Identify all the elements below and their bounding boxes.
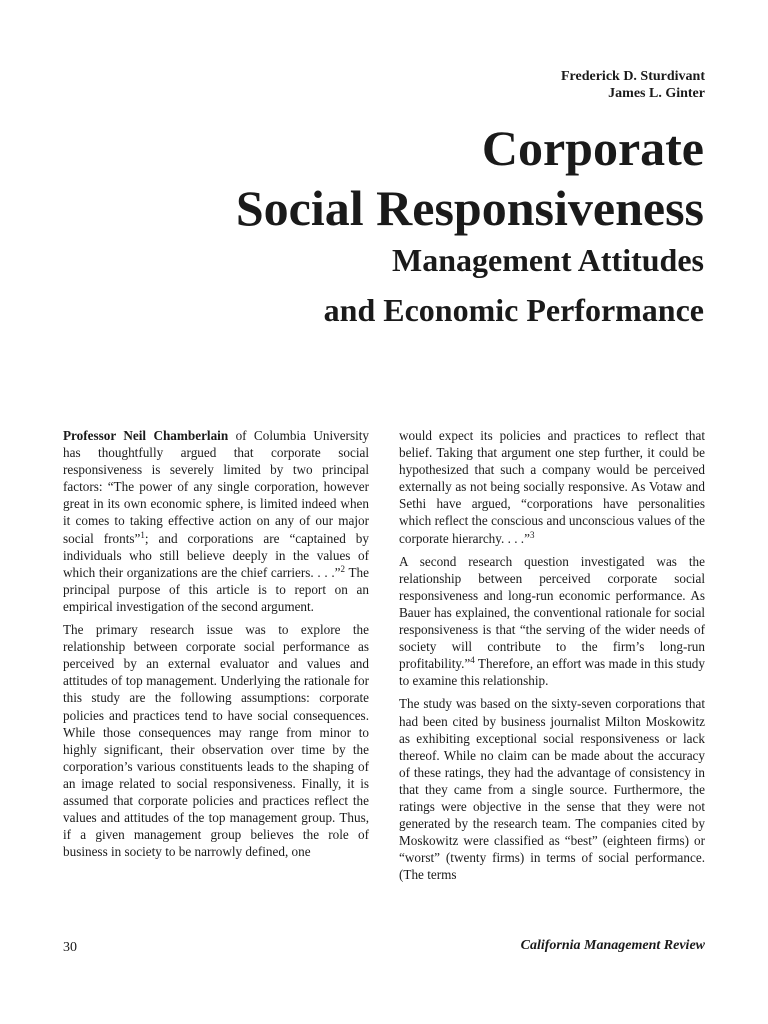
author-block xyxy=(561,68,705,102)
article-subtitle-line: and Economic Performance xyxy=(323,292,704,328)
paragraph-text: A second research question investigated was the relationship between perceived corporate social responsiveness and long-run economic performance. As Bauer has explained, the conventional rationale for social responsiveness is that “the serving of the wider needs of society will contribute to the firm’s long-run profitability.” xyxy=(399,553,705,672)
paragraph-text: The principal purpose of this article is to report on an empirical investigation of the second argument. xyxy=(63,564,369,614)
body-paragraph xyxy=(399,427,705,547)
left-text-column xyxy=(63,427,369,866)
article-title-line: Social Responsiveness xyxy=(235,180,704,236)
footnote-marker: 4 xyxy=(470,655,475,666)
lead-in-name: Professor Neil Chamberlain xyxy=(63,428,229,443)
body-paragraph xyxy=(63,427,369,615)
body-paragraph: The primary research issue was to explore the relationship between corporate social performance as perceived by an external evaluator and values and attitudes of top management. Underlying the rationale for this study are the following assumptions: corporate policies and practices tend to have social consequences. While those consequences may range from minor to highly significant, their observation over time by the corporation’s various constituents leads to the shaping of an image related to social responsiveness. Finally, it is assumed that corporate policies and practices reflect the values and attitudes of the top management group. Thus, if a given management group believes the role of business in society to be narrowly defined, one xyxy=(63,622,369,860)
paragraph-text: would expect its policies and practices to reflect that belief. Taking that argument one step further, it could be hypothesized that such a company would be perceived externally as not being socially responsive. As Votaw and Sethi have argued, “corporations have personalities which reflect the conscious and unconscious values of the corporate hierarchy. . . .” xyxy=(399,428,705,546)
journal-name: California Management Review xyxy=(520,938,705,953)
article-subtitle-line: Management Attitudes xyxy=(392,242,704,278)
footnote-marker: 1 xyxy=(140,529,145,540)
paragraph-text: Therefore, an effort was made in this study to examine this relationship. xyxy=(399,656,705,689)
body-paragraph xyxy=(399,553,705,690)
body-paragraph: The study was based on the sixty-seven corporations that had been cited by business journalist Milton Moskowitz as exhibiting exceptional social responsiveness or lack thereof. While no claim can be made about the accuracy of these ratings, they had the advantage of consistency in that they came from a single source. Furthermore, the ratings were objective in the sense that they were not generated by the research team. The companies cited by Moskowitz were classified as “best” (eighteen firms) or “worst” (twenty firms) in terms of social performance. (The terms xyxy=(399,696,705,883)
article-title-line: Corporate xyxy=(481,120,704,176)
footnote-marker: 2 xyxy=(340,563,346,574)
author-name: James L. Ginter xyxy=(608,86,705,101)
page-number: 30 xyxy=(63,940,77,955)
footnote-marker: 3 xyxy=(529,529,535,540)
paragraph-text: ; and corporations are “captained by individuals who still believe deeply in the values of which their organizations are the chief carriers. . . .” xyxy=(63,530,369,580)
author-name: Frederick D. Sturdivant xyxy=(560,69,705,84)
paragraph-text: of Columbia University has thoughtfully argued that corporate social responsiveness is severely limited by two principal factors: “The power of any single corporation, however great in its own economic sphere, is limited indeed when it comes to taking effective action on any of our major social fronts” xyxy=(63,428,369,546)
right-text-column xyxy=(399,427,705,889)
